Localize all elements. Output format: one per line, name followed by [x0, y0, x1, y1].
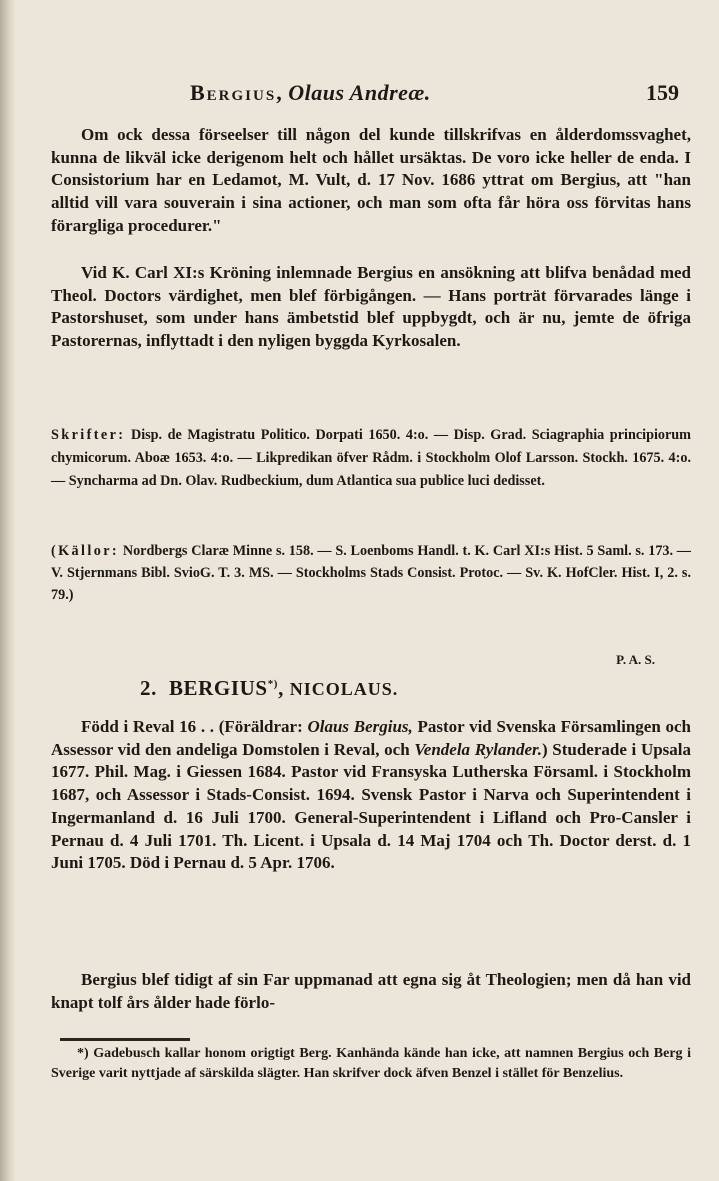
- entry-surname: BERGIUS: [168, 676, 268, 700]
- paragraph-1-block: [51, 124, 691, 238]
- footnote: [51, 1044, 691, 1085]
- skrifter-label: Skrifter:: [51, 427, 126, 443]
- entry-heading: 2. BERGIUS*), NICOLAUS.: [140, 676, 399, 700]
- author-signature: P. A. S.: [616, 652, 655, 667]
- bio-father-name: Olaus Bergius,: [307, 717, 413, 736]
- skrifter-block: [51, 424, 691, 493]
- header-title-rest: Olaus Andreæ.: [288, 80, 431, 105]
- kallor-label: (Källor:: [51, 543, 120, 559]
- kallor-block: [51, 540, 691, 606]
- running-head-title: Bergius, Olaus Andreæ.: [190, 80, 431, 105]
- kallor-paragraph: [51, 540, 691, 606]
- biography-paragraph-2: Bergius blef tidigt af sin Far uppmanad att egna sig åt Theologien; men då han vid knapt tolf års ålder hade förlo-: [51, 970, 691, 1012]
- bio-mid: Pastor vid Svenska Församlingen och Assessor vid den andeliga Domstolen i Reval, och: [51, 717, 691, 759]
- page-gutter-shadow: [0, 0, 16, 1181]
- footnote-rule: [60, 1038, 190, 1041]
- entry-number: 2.: [140, 676, 157, 700]
- page-number: 159: [646, 80, 679, 105]
- running-header: [0, 80, 719, 110]
- bio-tail: ) Studerade i Upsala 1677. Phil. Mag. i Giessen 1684. Pastor vid Fransyska Lutherska Församl. i Stockholm 1687, och Assessor i Stads-Consist. 1694. Svensk Pastor i Narva och Superintendent i Ingermanland d. 16 Juli 1700. General-Superintendent i Lifland och Pro-Cansler i Pernau d. 4 Juli 1701. Th. Licent. i Upsala d. 14 Maj 1704 och Th. Doctor derst. d. 1 Juni 1705. Död i Pernau d. 5 Apr. 1706.: [51, 739, 692, 873]
- entry-footnote-mark: *): [267, 678, 279, 690]
- skrifter-paragraph: [51, 424, 691, 493]
- bio-mother-name: Vendela Rylander.: [414, 739, 542, 759]
- bio-lead: Född i Reval 16 . . (Föräldrar:: [81, 717, 303, 736]
- biography-block-2: [51, 969, 691, 1014]
- paragraph-2-block: [51, 262, 691, 353]
- footnote-text: *) Gadebusch kallar honom origtigt Berg. Kanhända kände han icke, att namnen Bergius och Berg i Sverige varit nyttjade af särskilda slägter. Han skrifver dock äfven Benzel i stället för Benzelius.: [51, 1046, 691, 1082]
- header-name: Bergius: [190, 80, 277, 105]
- paragraph-1: Om ock dessa förseelser till någon del kunde tillskrifvas en ålderdomssvaghet, kunna de likväl icke derigenom helt och hållet ursäktas. De voro icke heller de enda. I Consistorium har en Ledamot, M. Vult, d. 17 Nov. 1686 yttrat om Bergius, att "han alltid vill vara souverain i sina actioner, och man som ofta får höra oss förvitas hans förargliga procedurer.": [51, 125, 691, 235]
- skrifter-text: Disp. de Magistratu Politico. Dorpati 1650. 4:o. — Disp. Grad. Sciagraphia principiorum chymicorum. Aboæ 1653. 4:o. — Likpredikan öfver Rådm. i Stockholm Olof Larsson. Stockh. 1675. 4:o. — Syncharma ad Dn. Olav. Rudbeckium, dum Atlantica sua publice luci dedisset.: [51, 427, 692, 489]
- entry-given-name: NICOLAUS.: [289, 679, 399, 699]
- biography-block-1: [51, 716, 691, 875]
- paragraph-2: Vid K. Carl XI:s Kröning inlemnade Bergius en ansökning att blifva benådad med Theol. Doctors värdighet, men blef förbigången. — Hans porträt förvarades länge i Pastorshuset, som under hans ämbetstid blef uppbygdt, och är nu, jemte de öfriga Pastorernas, inflyttadt i den nyligen byggda Kyrkosalen.: [51, 263, 691, 351]
- biography-paragraph-1: [51, 716, 691, 875]
- kallor-text: Nordbergs Claræ Minne s. 158. — S. Loenboms Handl. t. K. Carl XI:s Hist. 5 Saml. s. 173. — V. Stjernmans Bibl. SvioG. T. 3. MS. — Stockholms Stads Consist. Protoc. — Sv. K. HofCler. Hist. I, 2. s. 79.): [51, 543, 691, 603]
